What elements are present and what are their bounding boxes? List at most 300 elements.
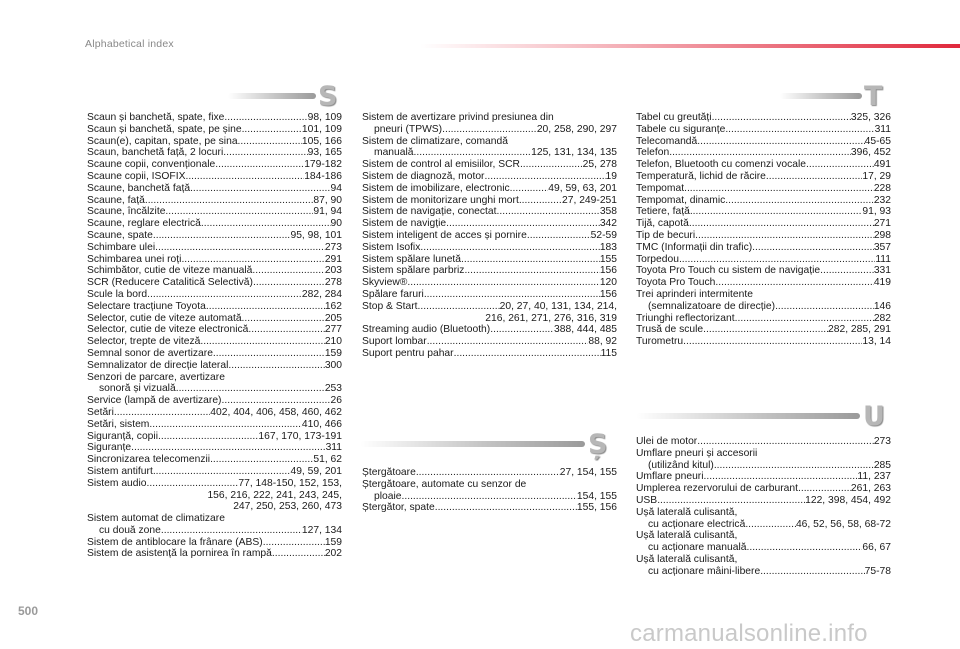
- index-entry: [362, 336, 617, 348]
- entry-pages: 271: [873, 218, 891, 230]
- entry-term: Selector, cutie de viteze automată: [87, 312, 242, 324]
- entry-term: cu acționare electrică: [648, 518, 746, 530]
- entry-term: ploaie: [374, 490, 402, 502]
- header-accent-bar: [420, 44, 960, 48]
- dot-leader: [145, 195, 314, 207]
- entry-term: Sistem de control al emisiilor, SCR: [362, 159, 520, 171]
- entry-term: Selectare tracțiune Toyota: [87, 300, 206, 312]
- section-letter: T: [864, 81, 883, 112]
- index-entry: [362, 289, 617, 301]
- dot-leader: [490, 324, 554, 336]
- entry-term: Suport pentru pahar: [362, 347, 454, 359]
- entry-pages-continued: 216, 261, 271, 276, 316, 319: [485, 312, 617, 324]
- entry-term: Tip de becuri: [636, 229, 696, 241]
- entry-term: Semnal sonor de avertizare: [87, 347, 213, 359]
- index-entry: [636, 566, 891, 578]
- entry-term: Sistem de navigție: [362, 218, 447, 230]
- entry-term: Spălare faruri: [362, 288, 424, 300]
- entry-pages: 388, 444, 485: [554, 324, 617, 336]
- dot-leader: [697, 136, 864, 148]
- entry-pages: 159: [324, 347, 342, 359]
- index-entry: [636, 519, 891, 531]
- entry-pages: 52-59: [590, 229, 617, 241]
- dot-leader: [679, 254, 875, 266]
- entry-term: Ușă laterală culisantă,: [636, 506, 738, 518]
- entry-term: Sincronizarea telecomenzii: [87, 454, 211, 466]
- dot-leader: [510, 183, 549, 195]
- dot-leader: [798, 483, 851, 495]
- index-entry: [362, 159, 617, 171]
- dot-leader: [221, 395, 330, 407]
- dot-leader: [158, 431, 258, 443]
- entry-term: Scaun, banchetă față, 2 locuri: [87, 147, 224, 159]
- heading-bar: [360, 441, 585, 447]
- index-entry: [87, 395, 342, 407]
- index-entry: [636, 313, 891, 325]
- entry-pages: 232: [873, 194, 891, 206]
- index-entry: [87, 419, 342, 431]
- entry-pages: 154, 155: [576, 490, 617, 502]
- entry-term: Umflare pneuri: [636, 471, 704, 483]
- entry-term: cu două zone: [99, 524, 161, 536]
- dot-leader: [272, 548, 325, 560]
- entry-term: Schimbare ulei: [87, 241, 156, 253]
- dot-leader: [114, 407, 210, 419]
- entry-pages: 184-186: [304, 170, 342, 182]
- dot-leader: [519, 195, 562, 207]
- index-entry: [87, 218, 342, 230]
- index-entry: [636, 254, 891, 266]
- entry-term: Scaune copii, convenționale: [87, 159, 216, 171]
- entry-pages: 120: [599, 277, 617, 289]
- entry-pages: 77, 148-150, 152, 153,: [238, 477, 342, 489]
- dot-leader: [155, 242, 325, 254]
- index-entry: [362, 348, 617, 360]
- section-letter: U: [863, 401, 885, 432]
- entry-pages: 203: [324, 265, 342, 277]
- dot-leader: [418, 301, 500, 313]
- entry-pages: 273: [324, 241, 342, 253]
- entry-pages: 358: [599, 206, 617, 218]
- index-entry: [87, 324, 342, 336]
- dot-leader: [806, 159, 874, 171]
- entry-pages: 311: [325, 442, 342, 454]
- dot-leader: [252, 265, 324, 277]
- dot-leader: [484, 171, 605, 183]
- dot-leader: [657, 495, 805, 507]
- entry-pages: 419: [873, 277, 891, 289]
- index-entry: [87, 277, 342, 289]
- dot-leader: [223, 147, 307, 159]
- section-heading-t: [780, 81, 900, 112]
- entry-pages: 155: [599, 253, 617, 265]
- section-letter: S: [318, 81, 338, 112]
- entry-term: Ușă laterală culisantă,: [636, 530, 738, 542]
- index-entry: [362, 171, 617, 183]
- entry-pages: 300: [324, 359, 342, 371]
- entry-term: Siguranțe: [87, 442, 132, 454]
- dot-leader: [190, 183, 330, 195]
- index-entry: [636, 301, 891, 313]
- entry-term: Schimbarea unei roți: [87, 253, 182, 265]
- index-entry: [636, 289, 891, 301]
- entry-term: Trusă de scule: [636, 324, 704, 336]
- index-entry: [362, 491, 617, 503]
- dot-leader: [416, 467, 560, 479]
- entry-term: Tijă, capotă: [636, 218, 689, 230]
- index-entry: [636, 124, 891, 136]
- index-entry: [636, 171, 891, 183]
- index-entry: [362, 230, 617, 242]
- entry-pages: 75-78: [864, 565, 891, 577]
- section-heading-u: [636, 401, 891, 432]
- entry-pages: 91, 93: [862, 206, 891, 218]
- entry-pages: 101, 109: [301, 123, 342, 135]
- index-entry: [87, 372, 342, 384]
- entry-term: pneuri (TPWS): [374, 123, 443, 135]
- entry-term: Semnalizator de direcție lateral: [87, 359, 229, 371]
- entry-pages: 125, 131, 134, 135: [531, 147, 617, 159]
- index-entry: [87, 442, 342, 454]
- entry-term: Ulei de motor: [636, 436, 698, 447]
- entry-pages: 156: [599, 265, 617, 277]
- dot-leader: [683, 336, 862, 348]
- entry-term: (utilizând kitul): [648, 459, 714, 471]
- entry-pages: 159: [324, 536, 342, 548]
- entry-pages: 278: [324, 277, 342, 289]
- section-letter: Ș: [588, 429, 608, 460]
- dot-leader: [690, 206, 863, 218]
- index-entry: [636, 554, 891, 566]
- entry-pages: 228: [873, 182, 891, 194]
- entry-pages: 66, 67: [862, 542, 891, 554]
- index-entry: [87, 466, 342, 478]
- entry-term: Scaune, față: [87, 194, 145, 206]
- dot-leader: [242, 124, 302, 136]
- index-entry: [362, 467, 617, 479]
- index-entry: [87, 242, 342, 254]
- index-entry: [87, 171, 342, 183]
- index-entry: [87, 360, 342, 372]
- dot-leader: [527, 230, 591, 242]
- dot-leader: [149, 478, 238, 490]
- entry-pages: 90: [330, 218, 342, 230]
- dot-leader: [215, 159, 304, 171]
- entry-pages: 46, 52, 56, 58, 68-72: [795, 518, 891, 530]
- index-entry: [87, 112, 342, 124]
- entry-pages: 167, 170, 173-191: [258, 430, 342, 442]
- entry-term: Scaun și banchetă, spate, fixe: [87, 112, 225, 123]
- entry-term: Service (lampă de avertizare): [87, 395, 222, 407]
- dot-leader: [427, 336, 589, 348]
- page-number: 500: [18, 604, 39, 618]
- dot-leader: [176, 383, 325, 395]
- entry-term: Triunghi reflectorizant: [636, 312, 735, 324]
- index-entry: [636, 542, 891, 554]
- entry-term: Scaune, spate: [87, 229, 153, 241]
- entry-pages: 357: [873, 241, 891, 253]
- entry-pages: 95, 98, 101: [290, 229, 342, 241]
- index-entry: [87, 525, 342, 537]
- entry-pages: 342: [599, 218, 617, 230]
- entry-pages: 410, 466: [301, 418, 342, 430]
- entry-term: Sistem de asistență la pornirea în rampă: [87, 548, 272, 560]
- index-entry: [636, 159, 891, 171]
- entry-pages: 285: [873, 459, 891, 471]
- entry-pages: 20, 27, 40, 131, 134, 214,: [499, 300, 617, 312]
- dot-leader: [520, 159, 583, 171]
- dot-leader: [725, 124, 874, 136]
- dot-leader: [213, 348, 325, 360]
- entry-term: Sistem de climatizare, comandă: [362, 135, 508, 147]
- index-entry: [87, 548, 342, 560]
- entry-term: Ușă laterală culisantă,: [636, 553, 738, 565]
- index-entry: [636, 495, 891, 507]
- entry-term: Scaune, reglare electrică: [87, 218, 201, 230]
- dot-leader: [181, 254, 324, 266]
- dot-leader: [689, 218, 874, 230]
- entry-term: sonoră și vizuală: [99, 383, 176, 395]
- entry-term: Toyota Pro Touch: [636, 277, 716, 289]
- section-heading-s-comma: [360, 429, 615, 460]
- dot-leader: [242, 313, 325, 325]
- index-entry: [362, 183, 617, 195]
- entry-pages: 162: [324, 300, 342, 312]
- index-entry: [636, 277, 891, 289]
- entry-pages: 98, 109: [307, 112, 342, 123]
- entry-term: Streaming audio (Bluetooth): [362, 324, 491, 336]
- entry-pages: 115: [600, 347, 617, 359]
- index-entry: [636, 507, 891, 519]
- entry-pages: 91, 94: [313, 206, 342, 218]
- dot-leader: [201, 218, 331, 230]
- entry-term: Toyota Pro Touch cu sistem de navigație: [636, 265, 821, 277]
- index-entry: [87, 301, 342, 313]
- entry-pages: 396, 452: [850, 147, 891, 159]
- entry-term: Senzori de parcare, avertizare: [87, 371, 225, 383]
- entry-term: Scaune copii, ISOFIX: [87, 170, 186, 182]
- entry-term: Temperatură, lichid de răcire: [636, 170, 766, 182]
- dot-leader: [147, 289, 302, 301]
- index-entry: [362, 124, 617, 136]
- entry-term: Sistem de navigație, conectat: [362, 206, 497, 218]
- dot-leader: [420, 242, 599, 254]
- entry-term: Scaune, încălzite: [87, 206, 166, 218]
- index-entry: [362, 136, 617, 148]
- entry-pages: 261, 263: [850, 483, 891, 495]
- dot-leader: [165, 206, 313, 218]
- entry-term: Torpedou: [636, 253, 679, 265]
- entry-term: Scaun și banchetă, spate, pe șine: [87, 123, 242, 135]
- entry-pages: 155, 156: [576, 502, 617, 514]
- heading-bar: [636, 413, 860, 419]
- dot-leader: [497, 206, 600, 218]
- index-entry: [636, 230, 891, 242]
- entry-pages: 94: [330, 182, 342, 194]
- entry-term: Scaun(e), capitan, spate, pe sina: [87, 135, 238, 147]
- dot-leader: [461, 254, 600, 266]
- index-entry: [87, 407, 342, 419]
- index-entry: [636, 483, 891, 495]
- index-entry: [87, 478, 342, 490]
- entry-term: (semnalizatoare de direcție): [648, 300, 776, 312]
- entry-pages: 210: [324, 336, 342, 348]
- index-entry: [362, 218, 617, 230]
- index-entry: [87, 265, 342, 277]
- entry-term: Telefon: [636, 147, 670, 159]
- entry-term: Sistem de imobilizare, electronic: [362, 182, 510, 194]
- entry-pages: 122, 398, 454, 492: [805, 494, 891, 506]
- entry-term: Scule la bord: [87, 288, 148, 300]
- entry-term: Turometru: [636, 336, 684, 348]
- dot-leader: [714, 460, 874, 472]
- entry-term: Telefon, Bluetooth cu comenzi vocale: [636, 159, 806, 171]
- index-entry: [362, 502, 617, 514]
- entry-term: Skyview®: [362, 277, 408, 289]
- entry-pages: 17, 29: [862, 170, 891, 182]
- index-entry: [87, 230, 342, 242]
- index-entry: [362, 206, 617, 218]
- dot-leader: [697, 436, 874, 448]
- index-entry: [636, 324, 891, 336]
- entry-pages-continued: 247, 250, 253, 260, 473: [233, 501, 342, 513]
- index-entry: [87, 313, 342, 325]
- dot-leader: [253, 277, 325, 289]
- dot-leader: [185, 171, 304, 183]
- dot-leader: [153, 466, 291, 478]
- entry-term: Schimbător, cutie de viteze manuală: [87, 265, 253, 277]
- dot-leader: [464, 265, 599, 277]
- entry-term: Sistem de avertizare privind presiunea din: [362, 112, 554, 123]
- index-entry: [87, 454, 342, 466]
- index-entry: [87, 195, 342, 207]
- entry-pages: 298: [873, 229, 891, 241]
- entry-term: Ștergătoare, automate cu senzor de: [362, 478, 527, 490]
- entry-term: Tempomat, dinamic: [636, 194, 726, 206]
- entry-pages: 202: [324, 548, 342, 560]
- entry-pages: 402, 404, 406, 458, 460, 462: [210, 406, 342, 418]
- index-entry: [87, 206, 342, 218]
- entry-pages: 491: [873, 159, 891, 171]
- dot-leader: [820, 265, 874, 277]
- dot-leader: [715, 277, 873, 289]
- entry-pages: 311: [874, 123, 891, 135]
- dot-leader: [424, 289, 600, 301]
- entry-term: Siguranță, copii: [87, 430, 158, 442]
- index-entry: [636, 448, 891, 460]
- entry-term: Telecomandă: [636, 135, 698, 147]
- entry-term: Ștergător, spate: [362, 502, 435, 514]
- index-column-t: [636, 112, 891, 348]
- dot-leader: [695, 230, 874, 242]
- index-entry: [636, 218, 891, 230]
- index-entry: [636, 195, 891, 207]
- entry-term: manuală: [374, 147, 414, 159]
- entry-term: Sistem inteligent de acces și pornire: [362, 229, 527, 241]
- dot-leader: [263, 537, 325, 549]
- dot-leader: [745, 519, 796, 531]
- heading-bar: [228, 93, 316, 99]
- entry-pages: 11, 237: [857, 471, 891, 483]
- index-entry: [87, 513, 342, 525]
- entry-pages: 273: [873, 436, 891, 447]
- dot-leader: [206, 301, 325, 313]
- entry-term: Sistem de monitorizare unghi mort: [362, 194, 519, 206]
- entry-pages: 25, 278: [582, 159, 617, 171]
- entry-term: Tetiere, față: [636, 206, 690, 218]
- index-entry: [636, 530, 891, 542]
- entry-term: SCR (Reducere Catalitică Selectivă): [87, 277, 253, 289]
- dot-leader: [446, 218, 600, 230]
- dot-leader: [414, 147, 532, 159]
- index-entry: [362, 242, 617, 254]
- entry-term: Sistem spălare parbriz: [362, 265, 465, 277]
- entry-term: Ștergătoare: [362, 467, 416, 478]
- index-entry: [87, 431, 342, 443]
- entry-pages: 282, 285, 291: [828, 324, 891, 336]
- dot-leader: [704, 471, 858, 483]
- page-header-title: Alphabetical index: [85, 38, 174, 50]
- dot-leader: [224, 112, 307, 124]
- index-entry: [87, 336, 342, 348]
- index-entry: [636, 460, 891, 472]
- entry-term: Setări, sistem: [87, 418, 150, 430]
- entry-term: Sistem Isofix: [362, 241, 421, 253]
- index-entry: [87, 348, 342, 360]
- dot-leader: [752, 242, 874, 254]
- entry-pages: 205: [324, 312, 342, 324]
- entry-pages-continued: 156, 216, 222, 241, 243, 245,: [207, 489, 342, 501]
- index-entry: [87, 183, 342, 195]
- entry-pages: 49, 59, 63, 201: [548, 182, 617, 194]
- entry-pages: 331: [873, 265, 891, 277]
- dot-leader: [669, 147, 851, 159]
- entry-pages: 51, 62: [313, 454, 342, 466]
- entry-pages: 282: [873, 312, 891, 324]
- index-entry: [636, 136, 891, 148]
- watermark: carmanualsonline.info: [630, 620, 868, 647]
- dot-leader: [210, 454, 313, 466]
- index-entry: [636, 206, 891, 218]
- dot-leader: [684, 183, 874, 195]
- entry-pages: 277: [324, 324, 342, 336]
- entry-term: Selector, cutie de viteze electronică: [87, 324, 249, 336]
- entry-term: Sistem automat de climatizare: [87, 513, 225, 525]
- dot-leader: [703, 324, 828, 336]
- entry-term: cu acționare manuală: [648, 542, 747, 554]
- dot-leader: [407, 277, 599, 289]
- index-entry: [636, 336, 891, 348]
- index-entry: [636, 112, 891, 124]
- dot-leader: [435, 502, 577, 514]
- dot-leader: [775, 301, 874, 313]
- entry-term: Umplerea rezervorului de carburant: [636, 483, 798, 495]
- entry-pages: 179-182: [304, 159, 342, 171]
- entry-term: Sistem de antiblocare la frânare (ABS): [87, 536, 263, 548]
- index-column-s-comma: [362, 467, 617, 514]
- entry-term: Sistem audio.: [87, 477, 150, 489]
- index-entry: [362, 254, 617, 266]
- entry-pages: 45-65: [864, 135, 891, 147]
- index-entry: [636, 242, 891, 254]
- dot-leader: [248, 324, 324, 336]
- index-entry: [87, 147, 342, 159]
- index-entry: [362, 112, 617, 124]
- index-entry: [87, 289, 342, 301]
- dot-leader: [746, 542, 862, 554]
- entry-pages: 49, 59, 201: [290, 465, 342, 477]
- entry-term: Tempomat: [636, 182, 685, 194]
